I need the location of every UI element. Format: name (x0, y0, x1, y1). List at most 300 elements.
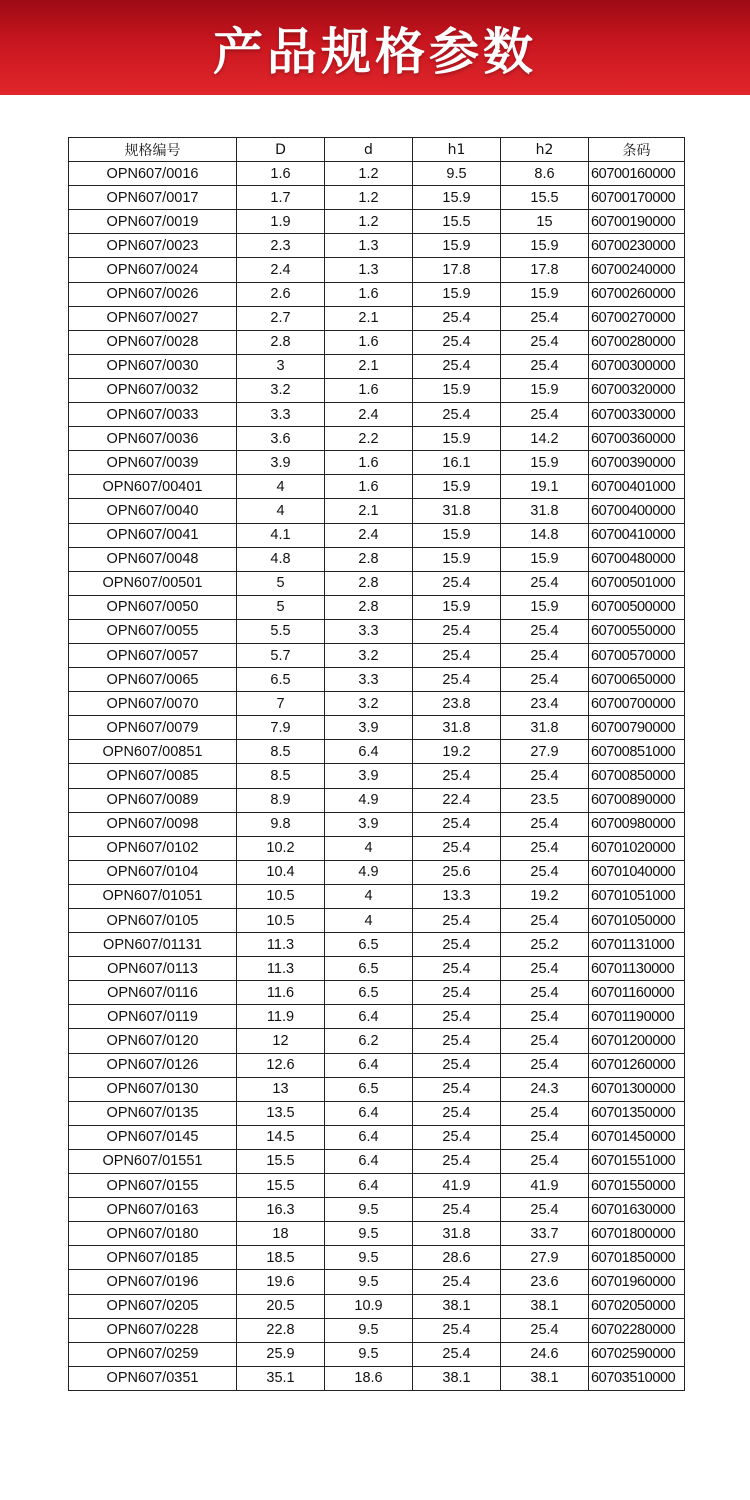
table-row (69, 788, 685, 812)
cell-h1: 25.4 (413, 354, 501, 378)
table-row (69, 282, 685, 306)
cell-h2: 15.9 (501, 378, 589, 402)
cell-D: 16.3 (237, 1198, 325, 1222)
cell-barcode: 60701551000 (589, 1149, 685, 1173)
cell-spec-code: OPN607/0085 (69, 764, 237, 788)
cell-h1: 25.4 (413, 330, 501, 354)
cell-h2: 27.9 (501, 740, 589, 764)
table-row (69, 1342, 685, 1366)
table-row (69, 860, 685, 884)
cell-h1: 25.4 (413, 1077, 501, 1101)
cell-h2: 25.4 (501, 619, 589, 643)
cell-h2: 25.4 (501, 836, 589, 860)
cell-h1: 15.9 (413, 595, 501, 619)
cell-D: 4.1 (237, 523, 325, 547)
cell-d: 9.5 (325, 1222, 413, 1246)
table-row (69, 378, 685, 402)
cell-spec-code: OPN607/0098 (69, 812, 237, 836)
cell-h2: 25.4 (501, 1149, 589, 1173)
cell-D: 6.5 (237, 668, 325, 692)
cell-d: 1.3 (325, 234, 413, 258)
cell-h1: 25.4 (413, 1270, 501, 1294)
cell-spec-code: OPN607/00501 (69, 571, 237, 595)
cell-h2: 14.8 (501, 523, 589, 547)
cell-D: 35.1 (237, 1366, 325, 1390)
cell-d: 6.5 (325, 933, 413, 957)
cell-h2: 25.4 (501, 1053, 589, 1077)
cell-spec-code: OPN607/0036 (69, 427, 237, 451)
cell-spec-code: OPN607/0196 (69, 1270, 237, 1294)
cell-d: 2.1 (325, 499, 413, 523)
cell-D: 13 (237, 1077, 325, 1101)
cell-h1: 15.9 (413, 475, 501, 499)
cell-d: 4.9 (325, 860, 413, 884)
cell-barcode: 60701020000 (589, 836, 685, 860)
cell-h1: 15.9 (413, 378, 501, 402)
table-row (69, 354, 685, 378)
table-row (69, 186, 685, 210)
cell-h1: 25.4 (413, 1005, 501, 1029)
cell-d: 1.2 (325, 210, 413, 234)
cell-h1: 25.4 (413, 403, 501, 427)
cell-spec-code: OPN607/0180 (69, 1222, 237, 1246)
cell-d: 3.2 (325, 692, 413, 716)
cell-h2: 25.4 (501, 909, 589, 933)
cell-d: 9.5 (325, 1270, 413, 1294)
cell-spec-code: OPN607/0055 (69, 619, 237, 643)
table-row (69, 1005, 685, 1029)
cell-d: 1.2 (325, 162, 413, 186)
cell-h2: 15.9 (501, 282, 589, 306)
table-body (69, 162, 685, 1391)
cell-barcode: 60702590000 (589, 1342, 685, 1366)
cell-barcode: 60700500000 (589, 595, 685, 619)
cell-spec-code: OPN607/0024 (69, 258, 237, 282)
cell-h1: 25.4 (413, 957, 501, 981)
header-D: D (237, 138, 325, 162)
cell-h2: 25.4 (501, 643, 589, 667)
cell-spec-code: OPN607/0113 (69, 957, 237, 981)
cell-h2: 25.4 (501, 957, 589, 981)
cell-barcode: 60700160000 (589, 162, 685, 186)
cell-h2: 23.5 (501, 788, 589, 812)
cell-h2: 15 (501, 210, 589, 234)
cell-spec-code: OPN607/0126 (69, 1053, 237, 1077)
cell-d: 18.6 (325, 1366, 413, 1390)
cell-D: 1.7 (237, 186, 325, 210)
header-spec-code: 规格编号 (69, 138, 237, 162)
cell-barcode: 60700360000 (589, 427, 685, 451)
cell-h1: 25.4 (413, 933, 501, 957)
cell-h2: 15.9 (501, 234, 589, 258)
table-row (69, 1149, 685, 1173)
cell-d: 3.9 (325, 716, 413, 740)
table-row (69, 812, 685, 836)
cell-spec-code: OPN607/0079 (69, 716, 237, 740)
table-row (69, 1101, 685, 1125)
cell-d: 2.2 (325, 427, 413, 451)
cell-h1: 41.9 (413, 1174, 501, 1198)
cell-barcode: 60701131000 (589, 933, 685, 957)
cell-d: 1.3 (325, 258, 413, 282)
cell-D: 7 (237, 692, 325, 716)
cell-d: 6.5 (325, 981, 413, 1005)
cell-spec-code: OPN607/0145 (69, 1125, 237, 1149)
cell-spec-code: OPN607/0205 (69, 1294, 237, 1318)
cell-h2: 25.4 (501, 812, 589, 836)
cell-barcode: 60703510000 (589, 1366, 685, 1390)
cell-barcode: 60701190000 (589, 1005, 685, 1029)
cell-d: 6.4 (325, 1005, 413, 1029)
cell-spec-code: OPN607/0050 (69, 595, 237, 619)
page-title: 产品规格参数 (213, 22, 537, 81)
cell-D: 2.4 (237, 258, 325, 282)
cell-spec-code: OPN607/0104 (69, 860, 237, 884)
cell-h1: 38.1 (413, 1294, 501, 1318)
cell-D: 8.5 (237, 740, 325, 764)
cell-h2: 15.9 (501, 595, 589, 619)
table-row (69, 547, 685, 571)
cell-barcode: 60700401000 (589, 475, 685, 499)
cell-spec-code: OPN607/0116 (69, 981, 237, 1005)
cell-barcode: 60700480000 (589, 547, 685, 571)
cell-spec-code: OPN607/0041 (69, 523, 237, 547)
table-row (69, 981, 685, 1005)
cell-barcode: 60701550000 (589, 1174, 685, 1198)
cell-spec-code: OPN607/0119 (69, 1005, 237, 1029)
cell-spec-code: OPN607/0039 (69, 451, 237, 475)
cell-h2: 25.4 (501, 1029, 589, 1053)
cell-h1: 25.4 (413, 1125, 501, 1149)
cell-spec-code: OPN607/00851 (69, 740, 237, 764)
cell-barcode: 60701800000 (589, 1222, 685, 1246)
cell-D: 10.5 (237, 909, 325, 933)
cell-h1: 25.6 (413, 860, 501, 884)
cell-barcode: 60701450000 (589, 1125, 685, 1149)
cell-D: 2.3 (237, 234, 325, 258)
cell-barcode: 60700700000 (589, 692, 685, 716)
table-row (69, 210, 685, 234)
cell-spec-code: OPN607/0185 (69, 1246, 237, 1270)
cell-spec-code: OPN607/0070 (69, 692, 237, 716)
cell-D: 5 (237, 595, 325, 619)
table-row (69, 523, 685, 547)
cell-spec-code: OPN607/0032 (69, 378, 237, 402)
cell-h2: 8.6 (501, 162, 589, 186)
cell-h1: 25.4 (413, 1053, 501, 1077)
cell-h2: 24.3 (501, 1077, 589, 1101)
table-row (69, 1125, 685, 1149)
cell-d: 1.6 (325, 378, 413, 402)
cell-barcode: 60701960000 (589, 1270, 685, 1294)
cell-D: 15.5 (237, 1149, 325, 1173)
cell-h1: 16.1 (413, 451, 501, 475)
cell-D: 8.9 (237, 788, 325, 812)
cell-spec-code: OPN607/0259 (69, 1342, 237, 1366)
table-row (69, 330, 685, 354)
cell-h2: 25.4 (501, 1198, 589, 1222)
cell-spec-code: OPN607/0027 (69, 306, 237, 330)
header-h1: h1 (413, 138, 501, 162)
cell-h1: 25.4 (413, 1342, 501, 1366)
cell-barcode: 60700410000 (589, 523, 685, 547)
cell-spec-code: OPN607/0120 (69, 1029, 237, 1053)
cell-barcode: 60700400000 (589, 499, 685, 523)
cell-d: 10.9 (325, 1294, 413, 1318)
cell-barcode: 60700980000 (589, 812, 685, 836)
cell-h1: 15.9 (413, 186, 501, 210)
cell-spec-code: OPN607/0017 (69, 186, 237, 210)
cell-D: 9.8 (237, 812, 325, 836)
cell-h2: 25.4 (501, 1125, 589, 1149)
cell-D: 15.5 (237, 1174, 325, 1198)
table-row (69, 427, 685, 451)
cell-h1: 19.2 (413, 740, 501, 764)
cell-h2: 25.4 (501, 571, 589, 595)
cell-D: 5.5 (237, 619, 325, 643)
cell-spec-code: OPN607/0030 (69, 354, 237, 378)
table-row (69, 1174, 685, 1198)
cell-barcode: 60700190000 (589, 210, 685, 234)
cell-h1: 25.4 (413, 571, 501, 595)
cell-barcode: 60700330000 (589, 403, 685, 427)
cell-h1: 15.9 (413, 234, 501, 258)
cell-D: 20.5 (237, 1294, 325, 1318)
cell-spec-code: OPN607/0155 (69, 1174, 237, 1198)
table-row (69, 1366, 685, 1390)
cell-spec-code: OPN607/0130 (69, 1077, 237, 1101)
table-row (69, 306, 685, 330)
cell-barcode: 60701200000 (589, 1029, 685, 1053)
cell-h2: 38.1 (501, 1366, 589, 1390)
header-banner (0, 0, 750, 95)
table-row (69, 595, 685, 619)
cell-D: 10.5 (237, 884, 325, 908)
cell-h2: 24.6 (501, 1342, 589, 1366)
table-row (69, 1077, 685, 1101)
cell-d: 2.4 (325, 403, 413, 427)
cell-D: 11.3 (237, 957, 325, 981)
cell-D: 3.9 (237, 451, 325, 475)
cell-D: 10.2 (237, 836, 325, 860)
cell-d: 6.4 (325, 1125, 413, 1149)
cell-barcode: 60701630000 (589, 1198, 685, 1222)
table-row (69, 475, 685, 499)
cell-h2: 25.4 (501, 981, 589, 1005)
cell-d: 9.5 (325, 1198, 413, 1222)
cell-spec-code: OPN607/0228 (69, 1318, 237, 1342)
table-row (69, 1246, 685, 1270)
cell-spec-code: OPN607/0040 (69, 499, 237, 523)
cell-d: 6.5 (325, 1077, 413, 1101)
cell-barcode: 60700320000 (589, 378, 685, 402)
table-row (69, 403, 685, 427)
cell-D: 12 (237, 1029, 325, 1053)
cell-h2: 25.2 (501, 933, 589, 957)
cell-spec-code: OPN607/0105 (69, 909, 237, 933)
cell-h2: 17.8 (501, 258, 589, 282)
cell-d: 3.9 (325, 812, 413, 836)
table-row (69, 957, 685, 981)
cell-D: 13.5 (237, 1101, 325, 1125)
cell-spec-code: OPN607/0065 (69, 668, 237, 692)
cell-D: 4 (237, 475, 325, 499)
cell-spec-code: OPN607/0057 (69, 643, 237, 667)
cell-d: 2.4 (325, 523, 413, 547)
cell-barcode: 60701300000 (589, 1077, 685, 1101)
cell-D: 2.7 (237, 306, 325, 330)
cell-h1: 25.4 (413, 306, 501, 330)
table-row (69, 162, 685, 186)
cell-D: 7.9 (237, 716, 325, 740)
table-row (69, 499, 685, 523)
cell-barcode: 60701051000 (589, 884, 685, 908)
cell-h2: 23.6 (501, 1270, 589, 1294)
cell-h2: 25.4 (501, 668, 589, 692)
cell-barcode: 60700851000 (589, 740, 685, 764)
cell-spec-code: OPN607/0019 (69, 210, 237, 234)
table-row (69, 1270, 685, 1294)
cell-d: 9.5 (325, 1246, 413, 1270)
cell-spec-code: OPN607/0089 (69, 788, 237, 812)
cell-d: 6.4 (325, 1149, 413, 1173)
cell-d: 4 (325, 884, 413, 908)
cell-barcode: 60701040000 (589, 860, 685, 884)
cell-D: 25.9 (237, 1342, 325, 1366)
cell-spec-code: OPN607/01551 (69, 1149, 237, 1173)
cell-h1: 38.1 (413, 1366, 501, 1390)
cell-h2: 19.1 (501, 475, 589, 499)
cell-D: 18.5 (237, 1246, 325, 1270)
cell-d: 1.6 (325, 475, 413, 499)
cell-D: 11.6 (237, 981, 325, 1005)
table-row (69, 1198, 685, 1222)
table-row (69, 692, 685, 716)
cell-D: 19.6 (237, 1270, 325, 1294)
cell-h1: 17.8 (413, 258, 501, 282)
table-row (69, 668, 685, 692)
table-row (69, 884, 685, 908)
table-row (69, 234, 685, 258)
cell-barcode: 60700570000 (589, 643, 685, 667)
cell-d: 4.9 (325, 788, 413, 812)
cell-d: 1.2 (325, 186, 413, 210)
cell-barcode: 60700650000 (589, 668, 685, 692)
cell-d: 2.8 (325, 595, 413, 619)
cell-spec-code: OPN607/0163 (69, 1198, 237, 1222)
cell-d: 2.8 (325, 547, 413, 571)
cell-h1: 25.4 (413, 764, 501, 788)
cell-D: 4.8 (237, 547, 325, 571)
cell-spec-code: OPN607/0351 (69, 1366, 237, 1390)
cell-h2: 25.4 (501, 1318, 589, 1342)
cell-D: 3.3 (237, 403, 325, 427)
cell-h1: 23.8 (413, 692, 501, 716)
cell-D: 5.7 (237, 643, 325, 667)
table-row (69, 1053, 685, 1077)
cell-spec-code: OPN607/00401 (69, 475, 237, 499)
cell-spec-code: OPN607/0135 (69, 1101, 237, 1125)
cell-h1: 25.4 (413, 1198, 501, 1222)
cell-d: 6.4 (325, 1101, 413, 1125)
table-row (69, 451, 685, 475)
cell-barcode: 60700390000 (589, 451, 685, 475)
cell-D: 2.8 (237, 330, 325, 354)
cell-d: 4 (325, 836, 413, 860)
cell-D: 5 (237, 571, 325, 595)
cell-spec-code: OPN607/01131 (69, 933, 237, 957)
cell-D: 1.9 (237, 210, 325, 234)
cell-barcode: 60701260000 (589, 1053, 685, 1077)
cell-d: 6.5 (325, 957, 413, 981)
cell-barcode: 60702050000 (589, 1294, 685, 1318)
cell-d: 6.2 (325, 1029, 413, 1053)
cell-barcode: 60700790000 (589, 716, 685, 740)
cell-h1: 22.4 (413, 788, 501, 812)
cell-h2: 25.4 (501, 306, 589, 330)
cell-spec-code: OPN607/0016 (69, 162, 237, 186)
table-row (69, 643, 685, 667)
cell-h1: 25.4 (413, 836, 501, 860)
cell-h2: 25.4 (501, 354, 589, 378)
cell-h1: 25.4 (413, 1101, 501, 1125)
cell-D: 11.9 (237, 1005, 325, 1029)
cell-h1: 25.4 (413, 1318, 501, 1342)
cell-d: 6.4 (325, 740, 413, 764)
cell-barcode: 60700270000 (589, 306, 685, 330)
cell-D: 8.5 (237, 764, 325, 788)
cell-d: 9.5 (325, 1342, 413, 1366)
cell-D: 14.5 (237, 1125, 325, 1149)
cell-D: 11.3 (237, 933, 325, 957)
cell-h1: 25.4 (413, 643, 501, 667)
cell-h2: 31.8 (501, 499, 589, 523)
cell-h2: 33.7 (501, 1222, 589, 1246)
cell-d: 3.9 (325, 764, 413, 788)
cell-d: 3.3 (325, 619, 413, 643)
cell-h1: 25.4 (413, 668, 501, 692)
cell-h1: 25.4 (413, 619, 501, 643)
cell-D: 2.6 (237, 282, 325, 306)
cell-d: 1.6 (325, 451, 413, 475)
cell-D: 3.2 (237, 378, 325, 402)
cell-h1: 31.8 (413, 1222, 501, 1246)
cell-barcode: 60700890000 (589, 788, 685, 812)
cell-h2: 15.5 (501, 186, 589, 210)
table-row (69, 1294, 685, 1318)
cell-D: 18 (237, 1222, 325, 1246)
cell-barcode: 60700170000 (589, 186, 685, 210)
cell-d: 2.1 (325, 306, 413, 330)
cell-barcode: 60700280000 (589, 330, 685, 354)
table-header-row (69, 138, 685, 162)
cell-h1: 15.9 (413, 547, 501, 571)
cell-d: 6.4 (325, 1174, 413, 1198)
cell-h2: 15.9 (501, 547, 589, 571)
cell-h2: 25.4 (501, 764, 589, 788)
table-row (69, 740, 685, 764)
cell-h2: 25.4 (501, 860, 589, 884)
cell-h2: 14.2 (501, 427, 589, 451)
cell-h1: 25.4 (413, 812, 501, 836)
cell-spec-code: OPN607/0033 (69, 403, 237, 427)
cell-barcode: 60701050000 (589, 909, 685, 933)
table-row (69, 836, 685, 860)
table-row (69, 571, 685, 595)
cell-D: 22.8 (237, 1318, 325, 1342)
cell-h1: 13.3 (413, 884, 501, 908)
cell-h1: 15.9 (413, 523, 501, 547)
